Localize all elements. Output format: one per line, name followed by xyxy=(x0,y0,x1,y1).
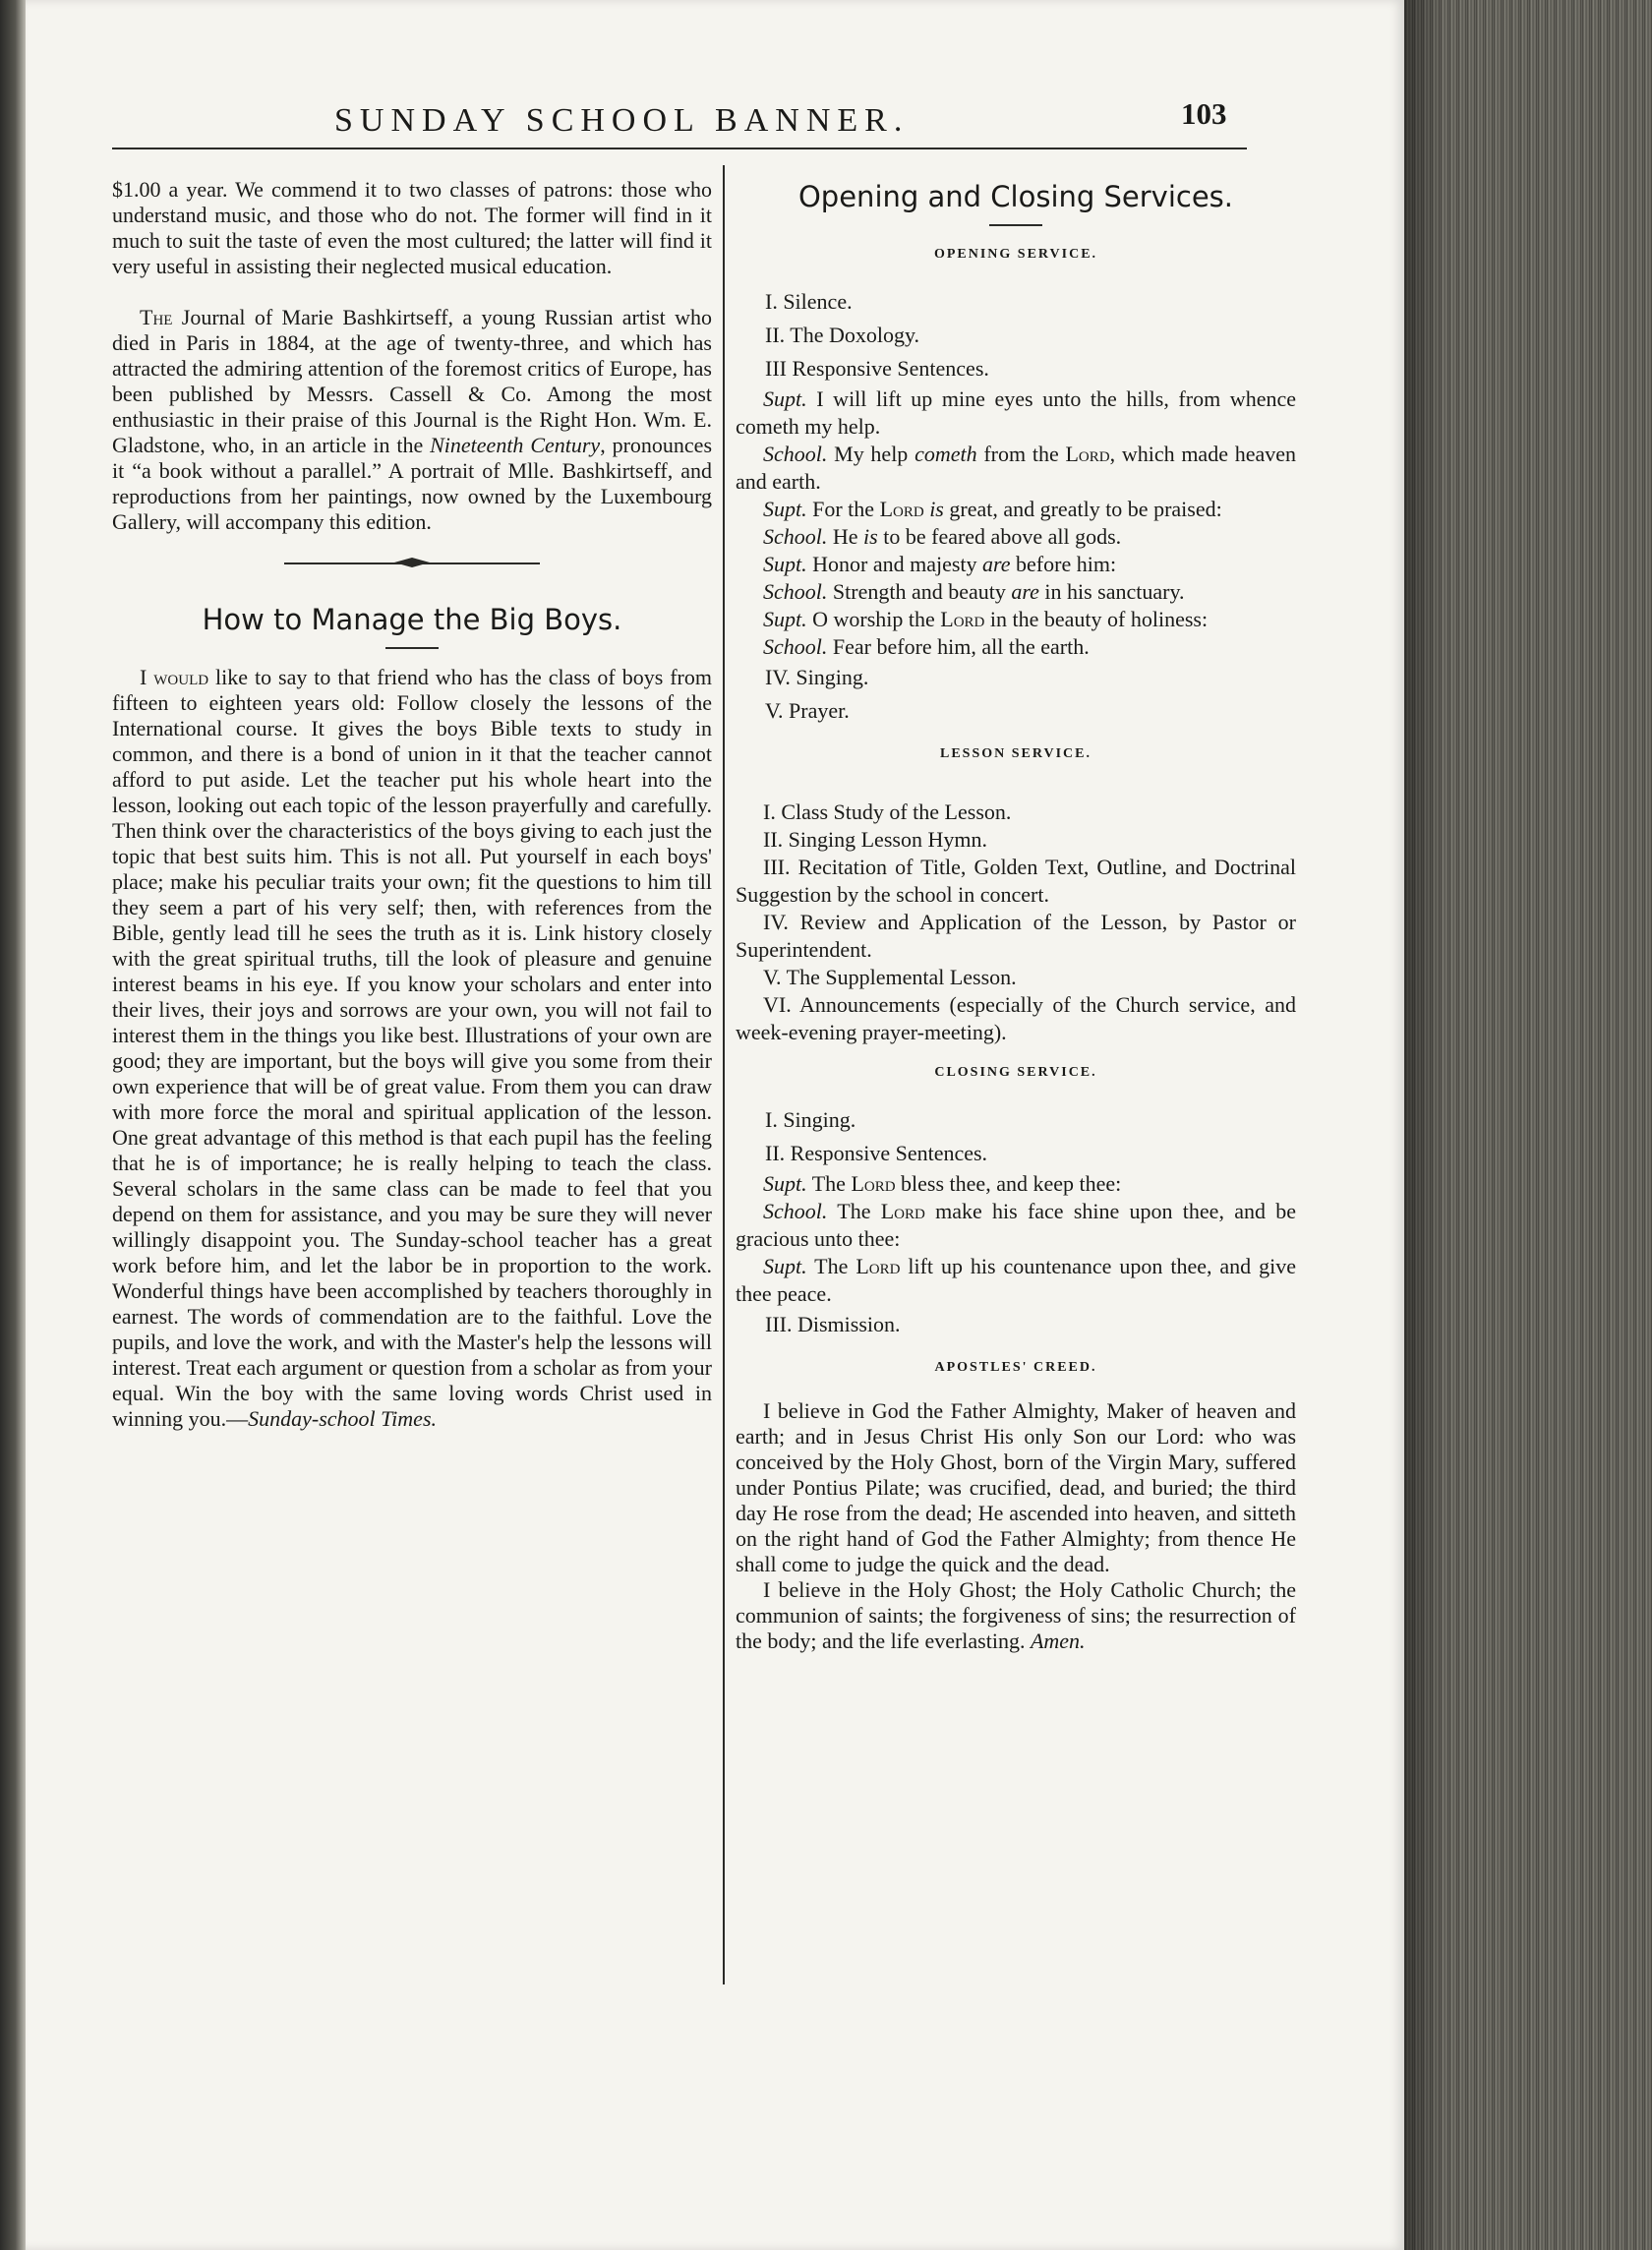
responsive-sentence: Supt. O worship the Lord in the beauty of holiness: xyxy=(763,607,1209,631)
responsive-sentence: School. Fear before him, all the earth. xyxy=(763,634,1090,659)
book-page-edges xyxy=(1404,0,1652,2250)
closing-item: II. Responsive Sentences. xyxy=(765,1141,988,1165)
article-lead: I would xyxy=(140,665,209,689)
opening-service-title: OPENING SERVICE. xyxy=(933,247,1098,262)
services-heading: Opening and Closing Services. xyxy=(797,180,1234,213)
page-number: 103 xyxy=(1181,96,1227,131)
journal-paragraph xyxy=(112,305,712,535)
responsive-sentence: School. He is to be feared above all gods. xyxy=(763,524,1122,549)
responsive-sentence: Supt. I will lift up mine eyes unto the hills, from whence cometh my help. xyxy=(736,386,1296,439)
opening-item: V. Prayer. xyxy=(765,698,850,723)
responsive-sentence: Supt. The Lord lift up his countenance upon thee, and give thee peace. xyxy=(736,1254,1296,1306)
responsive-sentence: Supt. For the Lord is great, and greatly to be praised: xyxy=(763,497,1222,521)
opening-item: III Responsive Sentences. xyxy=(765,356,989,381)
journal-text-2: , pronounces it “a book without a parallel.” A portrait of Mlle. Bashkirtseff, and reproductions from her paintings, now owned by the Luxembourg Gallery, will accompany this edition. xyxy=(112,433,713,534)
lesson-item: IV. Review and Application of the Lesson, by Pastor or Superintendent. xyxy=(736,910,1296,962)
article-body xyxy=(112,665,712,1432)
heading-rule xyxy=(989,224,1042,226)
opening-item: II. The Doxology. xyxy=(765,323,920,347)
article-text: like to say to that friend who has the class of boys from fifteen to eighteen years old: Follow closely the lessons of the International course. It gives the boys Bible texts to study in common, and there is a bond of union in it that the teacher cannot afford to put aside. Let the teacher put his whole heart into the lesson, looking out each topic of the lesson prayerfully and carefully. Then think over the characteristics of the boys giving to each just the topic that best suits him. This is not all. Put yourself in each boys' place; make his peculiar traits your own; fit the questions to him till they seem a part of his very self; then, with references from the Bible, gently lead till he sees the truth as it is. Link history closely with the great spiritual truths, till the look of pleasure and genuine interest beams in his eye. If you know your scholars and enter into their lives, their joys and sorrows are your own, you will not fail to interest them in the things you like best. Illustrations of your own are good; they are important, but the boys will give you some from their own experience that will be of great value. From them you can draw with more force the moral and spiritual application of the lesson. One great advantage of this method is that each pupil has the feeling that he is of importance; he is really helping to teach the class. Several scholars in the same class can be made to feel that you depend on them for assistance, and you may be sure they will never willingly disappoint you. The Sunday-school teacher has a great work before him, and let the labor be in proportion to the work. Wonderful things have been accomplished by teachers thoroughly in earnest. The words of commendation are to the faithful. Love the pupils, and love the work, and with the Master's help the lessons will interest. Treat each argument or question from a scholar as from your equal. Win the boy with the same loving words Christ used in winning you.— xyxy=(112,665,712,1431)
responsive-sentence: School. My help cometh from the Lord, which made heaven and earth. xyxy=(736,442,1296,494)
heading-rule xyxy=(385,647,439,649)
creed-paragraph: I believe in the Holy Ghost; the Holy Catholic Church; the communion of saints; the forgiveness of sins; the resurrection of the body; and the life everlasting. Amen. xyxy=(736,1577,1296,1653)
lesson-service-title: LESSON SERVICE. xyxy=(940,746,1092,761)
header-rule xyxy=(112,148,1247,149)
closing-item: III. Dismission. xyxy=(765,1312,901,1336)
journal-text-1: Journal of Marie Bashkirtseff, a young Russian artist who died in Paris in 1884, at the age of twenty-three, and which has attracted the admiring attention of the foremost critics of Europe, has been published by Messrs. Cassell & Co. Among the most enthusiastic in their praise of this Journal is the Right Hon. Wm. E. Gladstone, who, in an article in the xyxy=(112,305,712,457)
section-ornament xyxy=(284,557,540,570)
intro-paragraph: $1.00 a year. We commend it to two classes of patrons: those who understand music, and those who do not. The former will find in it much to suit the taste of even the most cultured; the latter will find it very useful in assisting their neglected musical education. xyxy=(112,177,712,278)
opening-item: I. Silence. xyxy=(765,289,853,314)
column-divider xyxy=(723,165,725,1984)
running-title: SUNDAY SCHOOL BANNER. xyxy=(334,102,910,139)
opening-item: IV. Singing. xyxy=(765,665,869,689)
creed-title: APOSTLES' CREED. xyxy=(934,1360,1097,1375)
creed-amen: Amen. xyxy=(1030,1628,1086,1653)
responsive-sentence: Supt. The Lord bless thee, and keep thee: xyxy=(763,1171,1122,1196)
lesson-item: II. Singing Lesson Hymn. xyxy=(763,827,987,852)
lesson-item: V. The Supplemental Lesson. xyxy=(763,965,1017,989)
closing-service-title: CLOSING SERVICE. xyxy=(934,1065,1097,1080)
journal-lead: The xyxy=(140,305,173,329)
closing-item: I. Singing. xyxy=(765,1107,856,1132)
journal-magazine-title: Nineteenth Century xyxy=(430,433,601,457)
article-source: Sunday-school Times. xyxy=(248,1406,438,1431)
creed-paragraph: I believe in God the Father Almighty, Maker of heaven and earth; and in Jesus Christ His only Son our Lord: who was conceived by the Holy Ghost, born of the Virgin Mary, suffered under Pontius Pilate; was crucified, dead, and buried; the third day He rose from the dead; He ascended into heaven, and sitteth on the right hand of God the Father Almighty; from thence He shall come to judge the quick and the dead. xyxy=(736,1398,1296,1576)
article-heading: How to Manage the Big Boys. xyxy=(202,603,622,636)
responsive-sentence: School. The Lord make his face shine upon thee, and be gracious unto thee: xyxy=(736,1199,1297,1251)
lesson-item: VI. Announcements (especially of the Church service, and week-evening prayer-meeting). xyxy=(736,992,1296,1044)
right-column xyxy=(736,177,1296,1654)
left-column xyxy=(112,177,712,1432)
responsive-sentence: Supt. Honor and majesty are before him: xyxy=(763,552,1117,576)
responsive-sentence: School. Strength and beauty are in his sanctuary. xyxy=(763,579,1185,604)
lesson-item: III. Recitation of Title, Golden Text, Outline, and Doctrinal Suggestion by the school in concert. xyxy=(736,855,1296,907)
lesson-item: I. Class Study of the Lesson. xyxy=(763,799,1012,824)
page-gutter-shadow xyxy=(0,0,26,2250)
